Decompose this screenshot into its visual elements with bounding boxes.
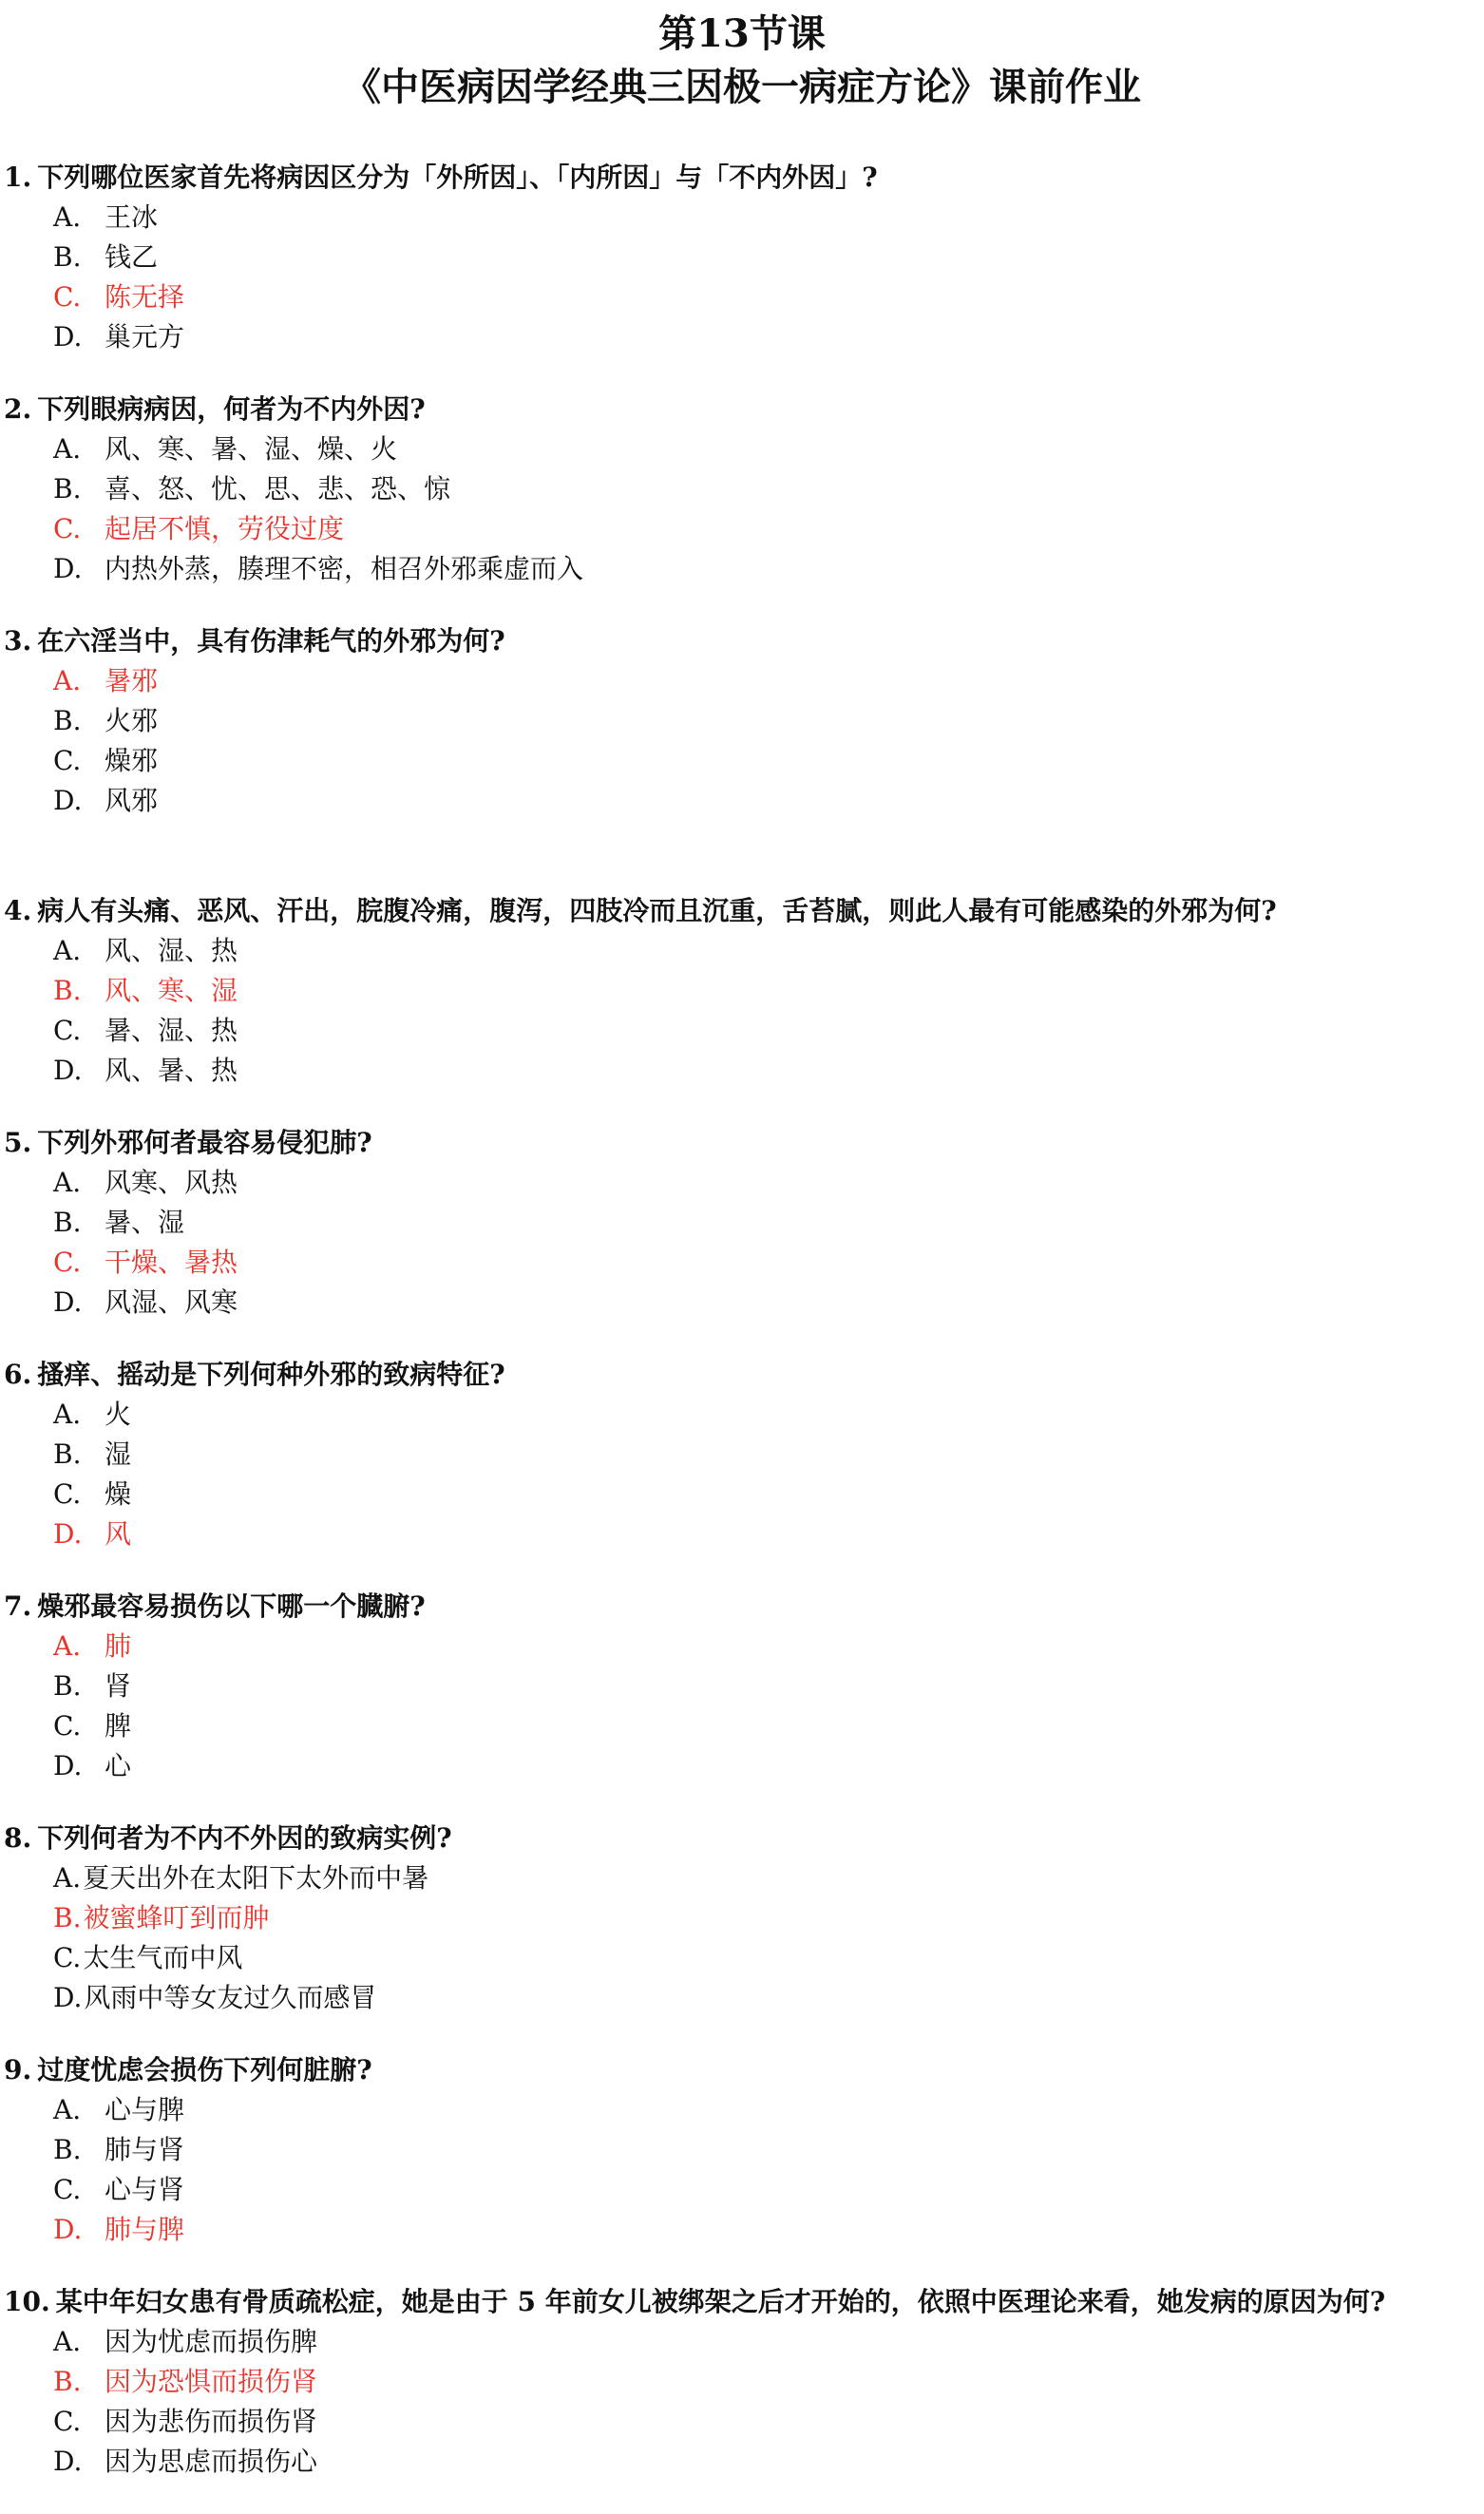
option-text: 火邪 xyxy=(105,705,159,736)
question-7 xyxy=(0,1587,1484,1786)
option-text: 风、寒、湿 xyxy=(105,975,238,1006)
question-number: 9. xyxy=(4,2054,32,2085)
option-letter: D. xyxy=(53,1750,83,1781)
option-letter: C. xyxy=(53,1478,82,1510)
question-number: 7. xyxy=(4,1590,32,1622)
option-d xyxy=(0,549,1484,589)
question-number: 5. xyxy=(4,1127,32,1158)
option-letter: D. xyxy=(53,1518,83,1550)
option-b xyxy=(0,2130,1484,2170)
question-stem xyxy=(0,390,1484,429)
option-letter: C. xyxy=(53,2174,82,2205)
option-text: 肺 xyxy=(105,1630,132,1662)
option-text: 陈无择 xyxy=(105,281,185,313)
question-stem xyxy=(0,621,1484,661)
option-text: 王冰 xyxy=(105,201,159,233)
question-stem xyxy=(0,1587,1484,1627)
option-text: 因为思虑而损伤心 xyxy=(105,2446,318,2477)
option-letter: C. xyxy=(53,281,82,313)
option-text: 因为忧虑而损伤脾 xyxy=(105,2326,318,2357)
option-letter: D. xyxy=(53,1286,83,1318)
option-text: 钱乙 xyxy=(105,241,159,273)
option-text: 风 xyxy=(105,1518,132,1550)
question-stem xyxy=(0,2282,1484,2322)
option-letter: D. xyxy=(53,1055,83,1086)
option-letter: D. xyxy=(53,1982,83,2013)
option-letter: B. xyxy=(53,1207,82,1238)
option-letter: A. xyxy=(53,2326,82,2357)
option-d xyxy=(0,1746,1484,1786)
option-c-correct xyxy=(0,277,1484,317)
option-letter: C. xyxy=(53,1942,82,1973)
question-number: 8. xyxy=(4,1822,32,1854)
option-a xyxy=(0,198,1484,238)
option-letter: A. xyxy=(53,1167,82,1198)
option-text: 太生气而中风 xyxy=(83,1942,243,1973)
option-text: 火 xyxy=(105,1399,132,1430)
option-letter: D. xyxy=(53,2446,83,2477)
question-text: 在六淫当中，具有伤津耗气的外邪为何? xyxy=(37,625,505,657)
option-d-correct xyxy=(0,1514,1484,1554)
question-stem xyxy=(0,1355,1484,1395)
option-text: 暑、湿 xyxy=(105,1207,185,1238)
option-text: 内热外蒸，腠理不密，相召外邪乘虚而入 xyxy=(105,553,584,584)
option-letter: B. xyxy=(53,241,82,273)
option-letter: D. xyxy=(53,2214,83,2245)
option-text: 风、暑、热 xyxy=(105,1055,238,1086)
option-letter: B. xyxy=(53,1670,82,1702)
option-text: 干燥、暑热 xyxy=(105,1247,238,1278)
question-text: 病人有头痛、恶风、汗出，脘腹冷痛，腹泻，四肢冷而且沉重，舌苔腻，则此人最有可能感染的外邪为何? xyxy=(37,895,1277,926)
option-letter: C. xyxy=(53,513,82,544)
option-letter: A. xyxy=(53,1399,82,1430)
question-list xyxy=(0,158,1484,2514)
option-letter: D. xyxy=(53,321,83,352)
option-b xyxy=(0,1435,1484,1475)
question-5 xyxy=(0,1123,1484,1323)
option-text: 喜、怒、忧、思、悲、恐、惊 xyxy=(105,473,451,505)
option-text: 燥 xyxy=(105,1478,132,1510)
question-text: 燥邪最容易损伤以下哪一个臓腑? xyxy=(37,1590,426,1622)
option-letter: A. xyxy=(53,1630,82,1662)
option-text: 因为恐惧而损伤肾 xyxy=(105,2366,318,2397)
option-b xyxy=(0,238,1484,277)
option-text: 燥邪 xyxy=(105,745,159,776)
option-letter: B. xyxy=(53,2134,82,2165)
lesson-title: 第13节课 xyxy=(658,11,826,56)
option-letter: C. xyxy=(53,1710,82,1742)
option-b-correct xyxy=(0,971,1484,1011)
option-a xyxy=(0,931,1484,971)
option-a xyxy=(0,1858,1484,1898)
question-text: 某中年妇女患有骨质疏松症，她是由于 5 年前女儿被绑架之后才开始的，依照中医理论来看，她发病的原因为何? xyxy=(55,2286,1386,2317)
option-text: 肺与脾 xyxy=(105,2214,185,2245)
question-10 xyxy=(0,2282,1484,2482)
homework-title: 《中医病因学经典三因极一病症方论》课前作业 xyxy=(343,65,1141,109)
question-stem xyxy=(0,1819,1484,1858)
option-letter: C. xyxy=(53,745,82,776)
question-number: 6. xyxy=(4,1359,32,1390)
title-block xyxy=(0,8,1484,114)
option-letter: A. xyxy=(53,1862,82,1894)
question-stem xyxy=(0,2050,1484,2090)
option-c xyxy=(0,741,1484,781)
question-number: 3. xyxy=(4,625,32,657)
question-stem xyxy=(0,1123,1484,1163)
question-text: 过度忧虑会损伤下列何脏腑? xyxy=(37,2054,372,2085)
option-d-correct xyxy=(0,2210,1484,2250)
question-1 xyxy=(0,158,1484,357)
option-c-correct xyxy=(0,1243,1484,1283)
option-text: 起居不慎，劳役过度 xyxy=(105,513,345,544)
option-c xyxy=(0,2402,1484,2442)
option-letter: B. xyxy=(53,1902,82,1933)
question-6 xyxy=(0,1355,1484,1554)
option-a xyxy=(0,2322,1484,2362)
option-letter: D. xyxy=(53,785,83,816)
option-c xyxy=(0,1706,1484,1746)
option-a-correct xyxy=(0,1627,1484,1666)
option-c xyxy=(0,1011,1484,1051)
option-text: 风雨中等女友过久而感冒 xyxy=(84,1982,377,2013)
option-text: 风寒、风热 xyxy=(105,1167,238,1198)
option-text: 肾 xyxy=(105,1670,132,1702)
option-c xyxy=(0,1938,1484,1978)
option-text: 风、寒、暑、湿、燥、火 xyxy=(105,433,398,465)
option-letter: A. xyxy=(53,433,82,465)
question-2 xyxy=(0,390,1484,589)
option-letter: D. xyxy=(53,553,83,584)
option-letter: C. xyxy=(53,2406,82,2437)
option-letter: A. xyxy=(53,665,82,696)
option-letter: B. xyxy=(53,2366,82,2397)
option-letter: A. xyxy=(53,2094,82,2125)
option-letter: B. xyxy=(53,1438,82,1470)
option-c xyxy=(0,1475,1484,1514)
option-b xyxy=(0,1203,1484,1243)
option-text: 肺与肾 xyxy=(105,2134,185,2165)
option-letter: C. xyxy=(53,1015,82,1046)
option-a xyxy=(0,1395,1484,1435)
question-number: 10. xyxy=(4,2286,50,2317)
option-b xyxy=(0,469,1484,509)
question-number: 2. xyxy=(4,393,32,425)
question-text: 下列眼病病因，何者为不内外因? xyxy=(37,393,426,425)
option-text: 湿 xyxy=(105,1438,132,1470)
option-a xyxy=(0,429,1484,469)
question-text: 下列哪位医家首先将病因区分为「外所因」、「内所因」与「不内外因」? xyxy=(37,162,878,193)
option-text: 风、湿、热 xyxy=(105,935,238,966)
option-text: 风邪 xyxy=(105,785,159,816)
option-d xyxy=(0,2442,1484,2482)
option-b-correct xyxy=(0,2362,1484,2402)
option-d xyxy=(0,1051,1484,1091)
option-text: 心与脾 xyxy=(105,2094,185,2125)
option-d xyxy=(0,781,1484,821)
option-text: 暑邪 xyxy=(105,665,159,696)
option-a xyxy=(0,1163,1484,1203)
option-letter: B. xyxy=(53,975,82,1006)
option-c-correct xyxy=(0,509,1484,549)
question-9 xyxy=(0,2050,1484,2250)
option-letter: B. xyxy=(53,705,82,736)
question-8 xyxy=(0,1819,1484,2018)
option-text: 心 xyxy=(105,1750,132,1781)
option-a xyxy=(0,2090,1484,2130)
option-text: 被蜜蜂叮到而肿 xyxy=(83,1902,270,1933)
option-d xyxy=(0,1978,1484,2018)
option-d xyxy=(0,317,1484,357)
question-4 xyxy=(0,891,1484,1091)
question-stem xyxy=(0,158,1484,198)
option-letter: A. xyxy=(53,201,82,233)
question-text: 下列何者为不内不外因的致病实例? xyxy=(37,1822,452,1854)
option-d xyxy=(0,1283,1484,1323)
option-text: 因为悲伤而损伤肾 xyxy=(105,2406,318,2437)
option-text: 风湿、风寒 xyxy=(105,1286,238,1318)
option-b xyxy=(0,701,1484,741)
question-number: 4. xyxy=(4,895,32,926)
option-letter: A. xyxy=(53,935,82,966)
option-letter: B. xyxy=(53,473,82,505)
question-stem xyxy=(0,891,1484,931)
option-text: 巢元方 xyxy=(105,321,185,352)
option-text: 夏天出外在太阳下太外而中暑 xyxy=(83,1862,429,1894)
option-letter: C. xyxy=(53,1247,82,1278)
option-text: 心与肾 xyxy=(105,2174,185,2205)
question-text: 下列外邪何者最容易侵犯肺? xyxy=(37,1127,372,1158)
question-text: 搔痒、摇动是下列何种外邪的致病特征? xyxy=(37,1359,505,1390)
option-a-correct xyxy=(0,661,1484,701)
question-number: 1. xyxy=(4,162,32,193)
option-b-correct xyxy=(0,1898,1484,1938)
option-text: 暑、湿、热 xyxy=(105,1015,238,1046)
option-c xyxy=(0,2170,1484,2210)
option-text: 脾 xyxy=(105,1710,132,1742)
option-b xyxy=(0,1666,1484,1706)
question-3 xyxy=(0,621,1484,821)
